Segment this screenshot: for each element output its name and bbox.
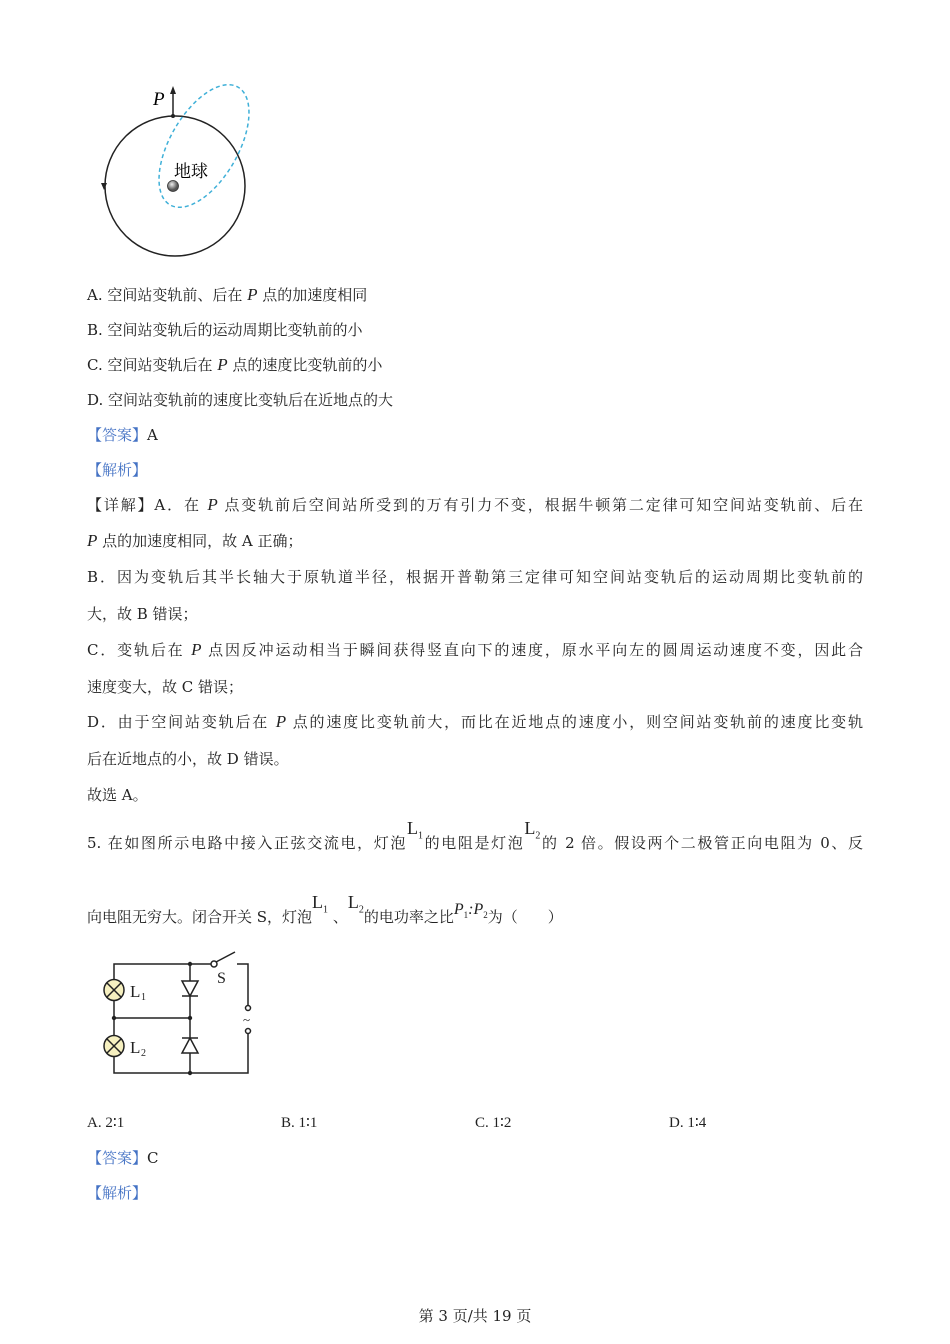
text-line — [87, 712, 863, 732]
q5-option-d: D. 1∶4 — [669, 1115, 707, 1131]
lamp-symbol — [312, 892, 329, 916]
lamp-symbol — [347, 892, 364, 916]
text-segment: A. 空间站变轨前、后在 — [87, 286, 248, 304]
text-segment: 、 — [328, 908, 348, 926]
lamp-2-icon — [104, 1036, 124, 1057]
symbol-subscript: 2 — [358, 904, 364, 916]
answer-label: 【答案】 — [87, 426, 148, 444]
lamp-1-icon — [104, 980, 124, 1001]
text-segment: 点因反冲运动相当于瞬间获得竖直向下的速度，原水平向左的圆周运动速度不变，因此合 — [201, 641, 863, 659]
answer-value: C — [147, 1149, 159, 1167]
symbol-subscript: 1 — [418, 830, 424, 842]
text-line — [87, 785, 148, 805]
symbol-letter: P — [473, 901, 484, 918]
orbit-diagram — [101, 70, 267, 256]
text-line — [87, 355, 382, 375]
text-segment: 为（ ） — [487, 908, 563, 926]
text-line — [87, 567, 863, 587]
italic-symbol: P — [275, 712, 287, 731]
text-segment: 点的加速度相同，故 A 正确； — [97, 532, 303, 550]
q4-analysis-label: 【解析】 — [87, 461, 148, 479]
symbol-subscript: 2 — [483, 910, 488, 921]
lamp-symbol — [524, 818, 541, 842]
q5-option-c: C. 1∶2 — [475, 1115, 512, 1131]
q4-answer — [87, 425, 158, 445]
lamp-1-sub: 1 — [141, 992, 146, 1003]
text-line — [87, 320, 363, 340]
symbol-subscript: 1 — [323, 904, 329, 916]
q5-analysis-label: 【解析】 — [87, 1184, 148, 1202]
text-line — [87, 531, 303, 551]
italic-symbol: P — [207, 495, 218, 514]
text-segment: 点变轨前后空间站所受到的万有引力不变，根据牛顿第二定律可知空间站变轨前、后在 — [217, 496, 863, 514]
page-footer: 第 3 页/共 19 页 — [418, 1307, 532, 1325]
text-segment: 点的加速度相同 — [257, 286, 368, 304]
wire-top — [114, 964, 211, 980]
diode-1-icon — [182, 981, 198, 996]
text-line — [87, 892, 563, 935]
text-segment: 向电阻无穷大。闭合开关 S，灯泡 — [87, 908, 313, 926]
q5-answer — [87, 1148, 159, 1168]
direction-arrow-icon — [101, 183, 107, 190]
text-segment: 【详解】A．在 — [87, 496, 208, 514]
italic-symbol: P — [191, 640, 202, 659]
text-segment: D. 空间站变轨前的速度比变轨后在近地点的大 — [87, 391, 394, 409]
italic-symbol: P — [87, 531, 98, 550]
italic-symbol: P — [247, 285, 258, 304]
terminal-top — [246, 1006, 251, 1011]
wire-right — [237, 964, 248, 1005]
lamp-2-sub: 2 — [141, 1048, 146, 1059]
text-line — [87, 677, 243, 697]
text-segment: 的电阻是灯泡 — [423, 834, 525, 852]
symbol-subscript: 1 — [463, 910, 469, 921]
terminal-bottom — [246, 1029, 251, 1034]
lamp-symbol — [407, 818, 424, 842]
answer-label: 【答案】 — [87, 1149, 148, 1167]
switch-label: S — [217, 970, 226, 987]
text-segment: 后在近地点的小，故 D 错误。 — [87, 750, 289, 768]
answer-value: A — [147, 426, 158, 444]
text-line — [87, 495, 863, 515]
text-segment: D．由于空间站变轨后在 — [87, 713, 276, 731]
symbol-subscript: 2 — [535, 830, 541, 842]
symbol-letter: L — [524, 818, 536, 838]
text-segment: C. 空间站变轨后在 — [87, 356, 218, 374]
text-line — [87, 390, 393, 410]
ac-source-label: ~ — [243, 1012, 251, 1027]
text-segment: B．因为变轨后其半长轴大于原轨道半径，根据开普勒第三定律可知空间站变轨后的运动周期比变轨前的 — [87, 568, 863, 586]
text-segment: 点的速度比变轨前大，而比在近地点的速度小，则空间站变轨前的速度比变轨 — [286, 713, 863, 731]
symbol-letter: L — [407, 818, 419, 838]
text-segment: 的电功率之比 — [363, 908, 454, 926]
text-segment: 5. 在如图所示电路中接入正弦交流电，灯泡 — [87, 834, 408, 852]
lamp-2-label: L — [130, 1038, 141, 1057]
text-segment: 大，故 B 错误； — [87, 605, 198, 623]
text-line — [87, 604, 198, 624]
switch-arm — [216, 952, 235, 962]
text-line — [87, 818, 863, 861]
text-segment: 的 2 倍。假设两个二极管正向电阻为 0、反 — [540, 834, 863, 852]
power-symbol — [473, 901, 488, 921]
point-p-label: P — [153, 89, 165, 110]
switch-pivot — [211, 961, 217, 967]
text-segment: 故选 A。 — [87, 786, 148, 804]
earth-label: 地球 — [174, 162, 208, 182]
text-segment: B. 空间站变轨后的运动周期比变轨前的小 — [87, 321, 363, 339]
lamp-1-label: L — [130, 982, 141, 1001]
q5-option-b: B. 1∶1 — [281, 1115, 318, 1131]
text-line — [87, 285, 367, 305]
point-p — [171, 114, 175, 118]
text-segment: C．变轨后在 — [87, 641, 192, 659]
text-line — [87, 749, 289, 769]
text-segment: 点的速度比变轨前的小 — [227, 356, 383, 374]
diode-2-icon — [182, 1038, 198, 1053]
symbol-letter: L — [347, 892, 359, 912]
text-segment: : — [468, 901, 474, 918]
earth-icon — [168, 181, 179, 192]
circuit-diagram — [104, 952, 251, 1075]
text-line — [87, 640, 863, 660]
symbol-letter: L — [312, 892, 324, 912]
q5-option-a: A. 2∶1 — [87, 1115, 125, 1131]
symbol-letter: P — [453, 901, 464, 918]
power-symbol — [453, 901, 469, 921]
italic-symbol: P — [217, 355, 228, 374]
arrow-head-icon — [170, 86, 176, 94]
text-segment: 速度变大，故 C 错误； — [87, 678, 244, 696]
